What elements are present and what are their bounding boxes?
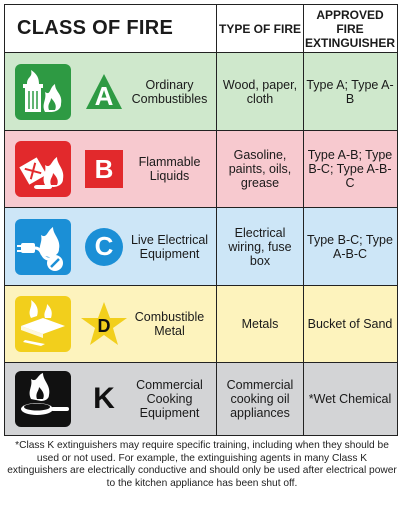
table-row-class-b (5, 131, 397, 208)
metal-fire-icon (15, 296, 71, 352)
header-type-of-fire: TYPE OF FIRE (217, 5, 304, 52)
table-row-class-k (5, 363, 397, 435)
class-d-badge: D (85, 305, 123, 343)
class-k-badge: K (93, 382, 115, 415)
trash-fire-icon (15, 64, 71, 120)
class-b-type: Gasoline, paints, oils, grease (217, 131, 304, 207)
class-d-extinguisher: Bucket of Sand (307, 317, 393, 331)
gas-can-fire-icon (15, 141, 71, 197)
class-c-badge: C (85, 228, 123, 266)
class-c-type: Electrical wiring, fuse box (217, 208, 304, 285)
class-a-type: Wood, paper, cloth (217, 53, 304, 130)
class-b-badge: B (85, 150, 123, 188)
table-row-class-c (5, 208, 397, 286)
class-k-extinguisher: *Wet Chemical (308, 392, 392, 406)
class-b-description: Flammable Liquids (138, 155, 201, 183)
table-row-class-d (5, 286, 397, 363)
class-k-footnote: *Class K extinguishers may require specific training, including when they should be used or not used. For example, the extinguishing agents in many Class K extinguishers are electrically conductive and should only be used after electrical power to the kitchen appliance has been shut off. (7, 440, 397, 489)
class-a-extinguisher: Type A; Type A-B (306, 77, 394, 106)
header-approved-extinguisher: APPROVED FIRE EXTINGUISHER (304, 7, 395, 50)
class-d-description: Combustible Metal (134, 310, 205, 338)
table-row-class-a (5, 53, 397, 131)
fire-class-table (4, 4, 398, 436)
class-c-description: Live Electrical Equipment (130, 232, 209, 261)
class-a-description: Ordinary Combustibles (131, 77, 208, 106)
header-class-of-fire: CLASS OF FIRE (5, 5, 217, 52)
class-d-type: Metals (217, 286, 304, 362)
class-a-badge: A (85, 73, 123, 111)
class-b-extinguisher: Type A-B; Type B-C; Type A-B-C (307, 148, 393, 190)
class-k-type: Commercial cooking oil appliances (217, 363, 304, 435)
pan-fire-icon (15, 371, 71, 427)
table-header (5, 5, 397, 53)
class-k-description: Commercial Cooking Equipment (136, 378, 203, 420)
plug-fire-icon (15, 219, 71, 275)
class-c-extinguisher: Type B-C; Type A-B-C (307, 232, 393, 261)
